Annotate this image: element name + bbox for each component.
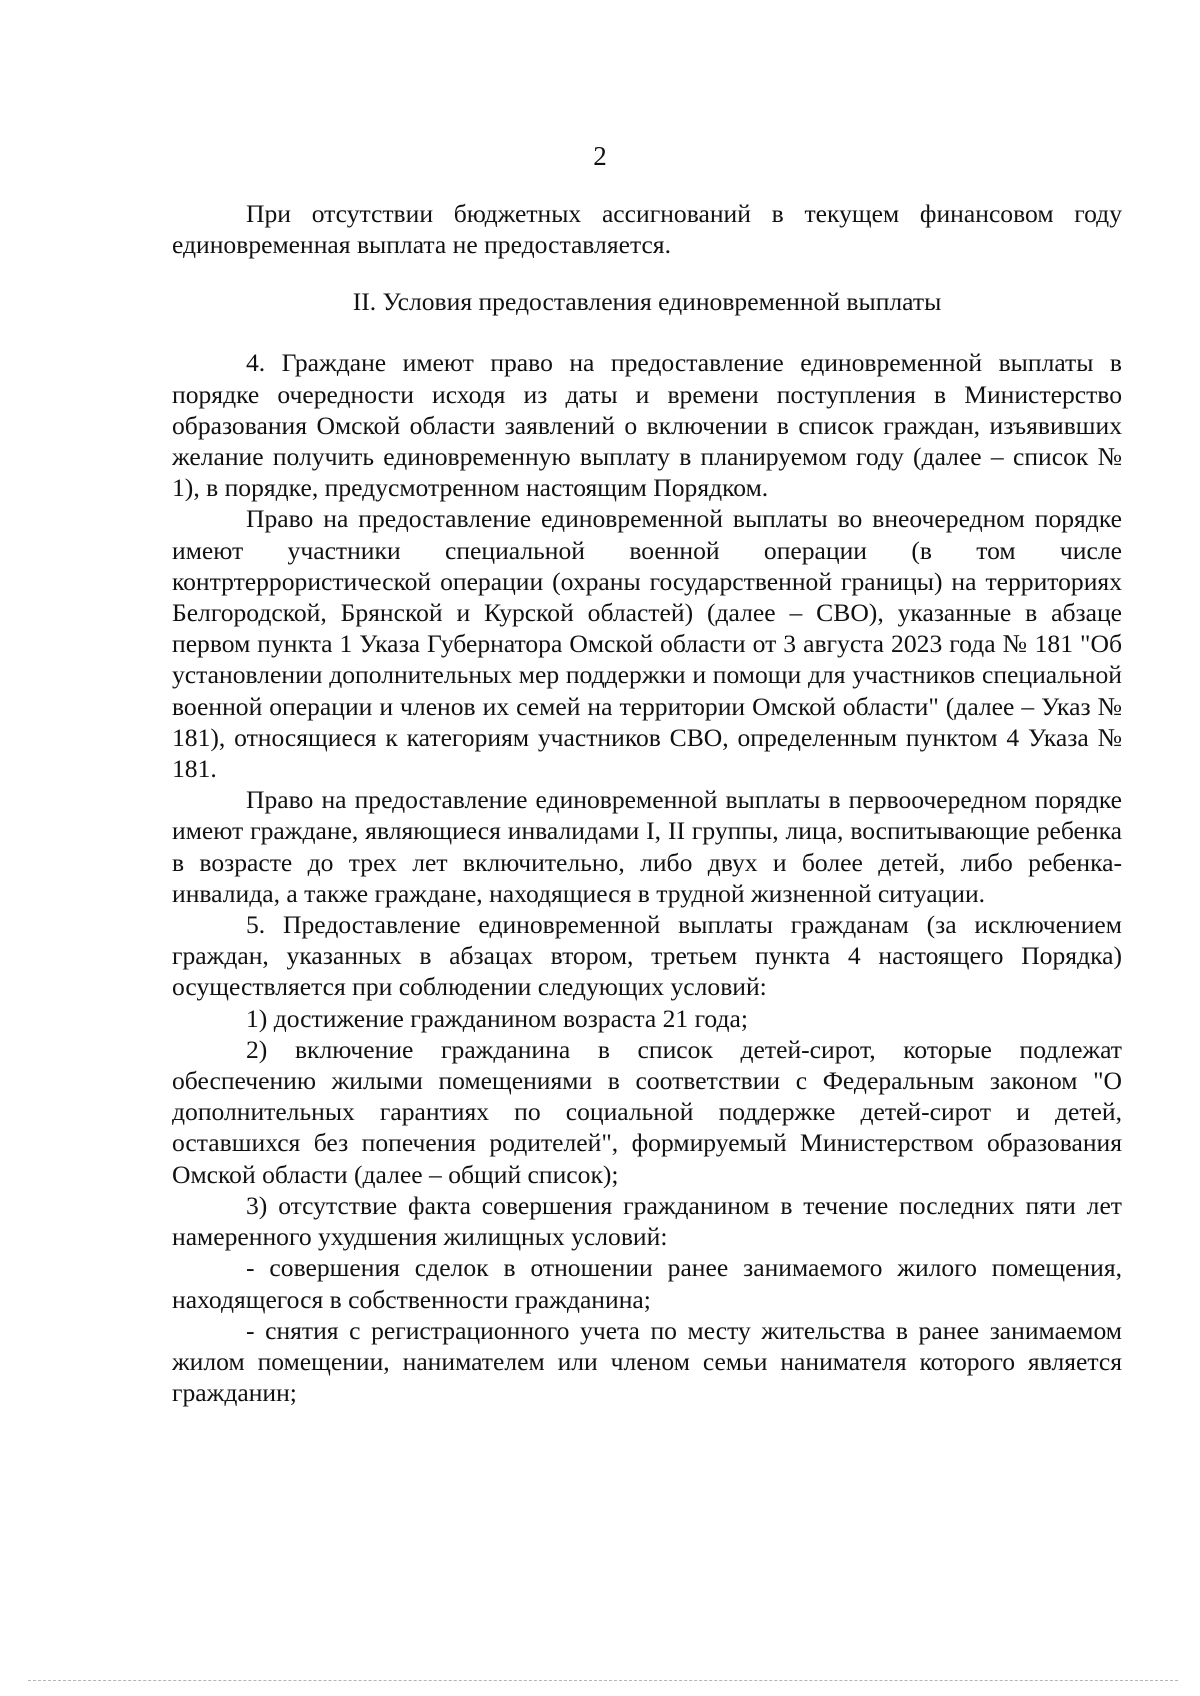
page-number: 2 xyxy=(593,141,607,171)
document-body xyxy=(172,198,1122,1408)
condition-1: 1) достижение гражданином возраста 21 года; xyxy=(246,1003,748,1033)
intro-paragraph: При отсутствии бюджетных ассигнований в текущем финансовом году единовременная выплата не предоставляется. xyxy=(172,199,1122,260)
paragraph-point-4: 4. Граждане имеют право на предоставление единовременной выплаты в порядке очередности исходя из даты и времени поступления в Министерство образования Омской области заявлений о включении в список граждан, изъявивших желание получить единовременную выплату в планируемом году (далее – список № 1), в порядке, предусмотренном настоящим Порядком. xyxy=(172,348,1122,503)
paragraph-priority-right: Право на предоставление единовременной выплаты в первоочередном порядке имеют граждане, являющиеся инвалидами I, II группы, лица, воспитывающие ребенка в возрасте до трех лет включительно, либо двух и более детей, либо ребенка-инвалида, а также граждане, находящиеся в трудной жизненной ситуации. xyxy=(172,785,1122,908)
condition-2: 2) включение гражданина в список детей-сирот, которые подлежат обеспечению жилыми помещениями в соответствии с Федеральным законом "О дополнительных гарантиях по социальной поддержке детей-сирот и детей, оставшихся без попечения родителей", формируемый Министерством образования Омской области (далее – общий список); xyxy=(172,1034,1122,1189)
condition-3-item-1: - совершения сделок в отношении ранее занимаемого жилого помещения, находящегося в собственности гражданина; xyxy=(172,1253,1122,1314)
condition-3-item-2: - снятия с регистрационного учета по месту жительства в ранее занимаемом жилом помещении, нанимателем или членом семьи нанимателя которого является гражданин; xyxy=(172,1315,1122,1408)
paragraph-point-5: 5. Предоставление единовременной выплаты гражданам (за исключением граждан, указанных в абзацах втором, третьем пункта 4 настоящего Порядка) осуществляется при соблюдении следующих условий: xyxy=(172,910,1122,1002)
condition-3: 3) отсутствие факта совершения гражданином в течение последних пяти лет намеренного ухудшения жилищных условий: xyxy=(172,1190,1122,1252)
paragraph-extraordinary-right: Право на предоставление единовременной выплаты во внеочередном порядке имеют участники специальной военной операции (в том числе контртеррористической операции (охраны государственной границы) на территориях Белгородской, Брянской и Курской областей) (далее – СВО), указанные в абзаце первом пункта 1 Указа Губернатора Омской области от 3 августа 2023 года № 181 "Об установлении дополнительных мер поддержки и помощи для участников специальной военной операции и членов их семей на территории Омской области" (далее – Указ № 181), относящиеся к категориям участников СВО, определенным пунктом 4 Указа № 181. xyxy=(172,504,1122,784)
page-bottom-edge xyxy=(28,1680,1178,1681)
section-title: II. Условия предоставления единовременной выплаты xyxy=(352,287,942,317)
